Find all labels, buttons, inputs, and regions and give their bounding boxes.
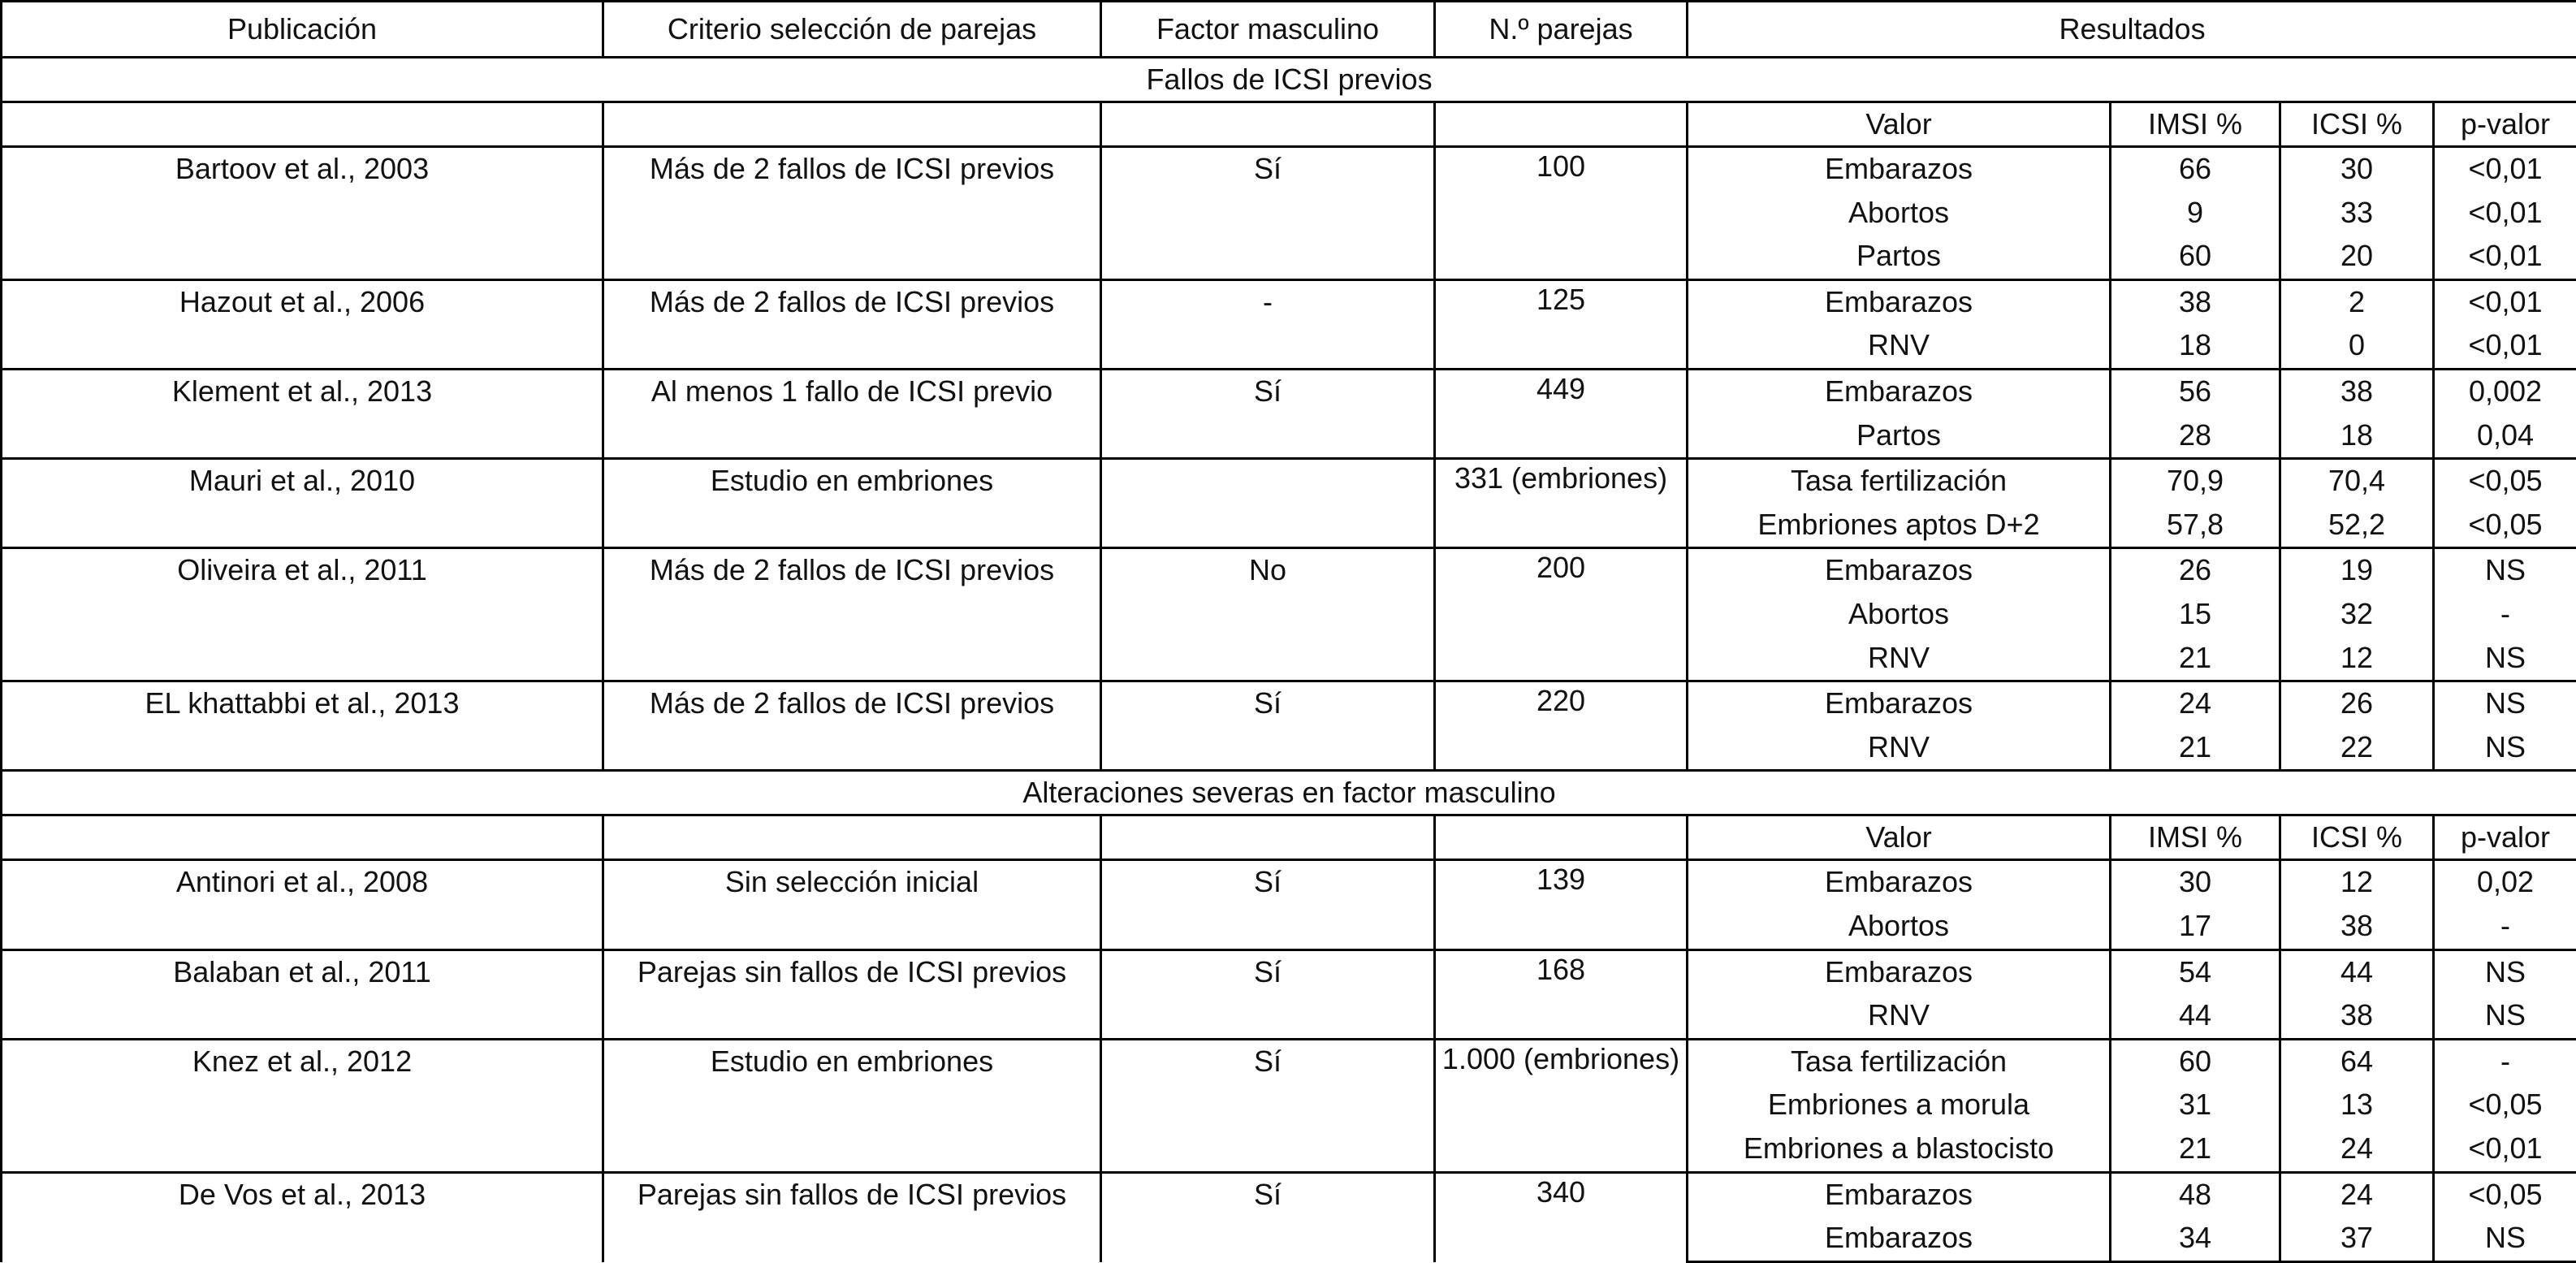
valor-cell: Abortos — [1688, 192, 2111, 236]
imsi-cell: 34 — [2111, 1217, 2280, 1261]
icsi-cell: 22 — [2280, 726, 2434, 771]
imsi-cell: 21 — [2111, 637, 2280, 681]
imsi-cell: 15 — [2111, 593, 2280, 637]
p-valor-cell: <0,05 — [2434, 1172, 2576, 1217]
header-criterio: Criterio selección de parejas — [603, 2, 1101, 58]
empty-cell — [1435, 102, 1688, 147]
valor-cell: Embriones aptos D+2 — [1688, 504, 2111, 548]
icsi-cell: 12 — [2280, 860, 2434, 905]
imsi-cell: 9 — [2111, 192, 2280, 236]
table-row — [2, 860, 2576, 905]
imsi-cell: 24 — [2111, 681, 2280, 726]
valor-cell: RNV — [1688, 637, 2111, 681]
n-parejas-cell: 331 (embriones) — [1435, 459, 1688, 548]
valor-cell: RNV — [1688, 726, 2111, 771]
imsi-cell: 18 — [2111, 324, 2280, 369]
imsi-cell: 60 — [2111, 1039, 2280, 1083]
imsi-cell: 30 — [2111, 860, 2280, 905]
p-valor-cell: NS — [2434, 637, 2576, 681]
icsi-cell: 38 — [2280, 905, 2434, 949]
factor-masculino-cell — [1101, 459, 1435, 548]
section-title: Alteraciones severas en factor masculino — [2, 771, 2576, 815]
factor-masculino-cell: Sí — [1101, 681, 1435, 771]
publication-cell: Antinori et al., 2008 — [2, 860, 603, 949]
valor-cell: Embriones a blastocisto — [1688, 1127, 2111, 1172]
icsi-cell: 24 — [2280, 1172, 2434, 1217]
criterio-cell: Más de 2 fallos de ICSI previos — [603, 147, 1101, 280]
table-row — [2, 548, 2576, 593]
subheader-icsi: ICSI % — [2280, 102, 2434, 147]
subheader-imsi: IMSI % — [2111, 815, 2280, 860]
publication-cell: Mauri et al., 2010 — [2, 459, 603, 548]
table-row — [2, 949, 2576, 994]
empty-cell — [603, 815, 1101, 860]
p-valor-cell: <0,05 — [2434, 459, 2576, 504]
criterio-cell: Más de 2 fallos de ICSI previos — [603, 279, 1101, 369]
valor-cell: Abortos — [1688, 905, 2111, 949]
valor-cell: Embriones a morula — [1688, 1083, 2111, 1127]
imsi-cell: 38 — [2111, 279, 2280, 324]
table-row — [2, 459, 2576, 504]
imsi-cell: 26 — [2111, 548, 2280, 593]
table-row — [2, 370, 2576, 414]
p-valor-cell: NS — [2434, 1217, 2576, 1261]
p-valor-cell: <0,01 — [2434, 147, 2576, 192]
valor-cell: Embarazos — [1688, 949, 2111, 994]
p-valor-cell: 0,04 — [2434, 414, 2576, 459]
factor-masculino-cell: Sí — [1101, 949, 1435, 1039]
section-title: Fallos de ICSI previos — [2, 58, 2576, 102]
icsi-cell: 37 — [2280, 1217, 2434, 1261]
n-parejas-cell: 100 — [1435, 147, 1688, 280]
empty-cell — [2, 102, 603, 147]
subheader-p-valor: p-valor — [2434, 815, 2576, 860]
icsi-cell: 26 — [2280, 681, 2434, 726]
icsi-cell: 2 — [2280, 279, 2434, 324]
criterio-cell: Estudio en embriones — [603, 1039, 1101, 1172]
p-valor-cell: <0,01 — [2434, 279, 2576, 324]
p-valor-cell: 0,02 — [2434, 860, 2576, 905]
table-row — [2, 279, 2576, 324]
valor-cell: Embarazos — [1688, 1172, 2111, 1217]
p-valor-cell: NS — [2434, 548, 2576, 593]
empty-cell — [1101, 815, 1435, 860]
icsi-cell: 20 — [2280, 235, 2434, 279]
imsi-cell: 57,8 — [2111, 504, 2280, 548]
icsi-cell: 30 — [2280, 147, 2434, 192]
subheader-imsi: IMSI % — [2111, 102, 2280, 147]
empty-cell — [1101, 102, 1435, 147]
publication-cell: Balaban et al., 2011 — [2, 949, 603, 1039]
valor-cell: Embarazos — [1688, 860, 2111, 905]
criterio-cell: Parejas sin fallos de ICSI previos — [603, 949, 1101, 1039]
icsi-cell: 70,4 — [2280, 459, 2434, 504]
p-valor-cell: <0,05 — [2434, 504, 2576, 548]
icsi-cell: 44 — [2280, 949, 2434, 994]
valor-cell: Embarazos — [1688, 147, 2111, 192]
imsi-cell: 48 — [2111, 1172, 2280, 1217]
factor-masculino-cell: Sí — [1101, 370, 1435, 459]
publication-cell: Oliveira et al., 2011 — [2, 548, 603, 681]
icsi-cell: 38 — [2280, 370, 2434, 414]
n-parejas-cell: 139 — [1435, 860, 1688, 949]
header-n-parejas: N.º parejas — [1435, 2, 1688, 58]
n-parejas-cell: 449 — [1435, 370, 1688, 459]
criterio-cell: Parejas sin fallos de ICSI previos — [603, 1172, 1101, 1261]
header-row — [2, 2, 2576, 58]
publication-cell: Hazout et al., 2006 — [2, 279, 603, 369]
criterio-cell: Estudio en embriones — [603, 459, 1101, 548]
p-valor-cell: <0,05 — [2434, 1083, 2576, 1127]
n-parejas-cell: 168 — [1435, 949, 1688, 1039]
valor-cell: Embarazos — [1688, 1217, 2111, 1261]
p-valor-cell: - — [2434, 1039, 2576, 1083]
table-row — [2, 1172, 2576, 1217]
valor-cell: Abortos — [1688, 593, 2111, 637]
p-valor-cell: - — [2434, 593, 2576, 637]
imsi-cell: 56 — [2111, 370, 2280, 414]
imsi-cell: 28 — [2111, 414, 2280, 459]
table-row — [2, 147, 2576, 192]
icsi-cell: 32 — [2280, 593, 2434, 637]
imsi-cell: 31 — [2111, 1083, 2280, 1127]
imsi-cell: 66 — [2111, 147, 2280, 192]
criterio-cell: Al menos 1 fallo de ICSI previo — [603, 370, 1101, 459]
valor-cell: Embarazos — [1688, 370, 2111, 414]
n-parejas-cell: 340 — [1435, 1172, 1688, 1261]
factor-masculino-cell: Sí — [1101, 1172, 1435, 1261]
icsi-cell: 13 — [2280, 1083, 2434, 1127]
empty-cell — [1435, 815, 1688, 860]
icsi-cell: 18 — [2280, 414, 2434, 459]
icsi-cell: 24 — [2280, 1127, 2434, 1172]
subheader-valor: Valor — [1688, 102, 2111, 147]
p-valor-cell: <0,01 — [2434, 324, 2576, 369]
results-subheader-row — [2, 102, 2576, 147]
imsi-cell: 54 — [2111, 949, 2280, 994]
n-parejas-cell: 125 — [1435, 279, 1688, 369]
valor-cell: RNV — [1688, 324, 2111, 369]
results-subheader-row — [2, 815, 2576, 860]
valor-cell: Tasa fertilización — [1688, 1039, 2111, 1083]
factor-masculino-cell: Sí — [1101, 147, 1435, 280]
n-parejas-cell: 220 — [1435, 681, 1688, 771]
icsi-cell: 38 — [2280, 994, 2434, 1039]
publication-cell: Klement et al., 2013 — [2, 370, 603, 459]
icsi-cell: 19 — [2280, 548, 2434, 593]
valor-cell: Partos — [1688, 414, 2111, 459]
table-row — [2, 681, 2576, 726]
n-parejas-cell: 1.000 (embriones) — [1435, 1039, 1688, 1172]
factor-masculino-cell: Sí — [1101, 1039, 1435, 1172]
valor-cell: Partos — [1688, 235, 2111, 279]
p-valor-cell: 0,002 — [2434, 370, 2576, 414]
valor-cell: Embarazos — [1688, 548, 2111, 593]
icsi-cell: 0 — [2280, 324, 2434, 369]
icsi-cell: 52,2 — [2280, 504, 2434, 548]
p-valor-cell: NS — [2434, 994, 2576, 1039]
p-valor-cell: <0,01 — [2434, 192, 2576, 236]
valor-cell: RNV — [1688, 994, 2111, 1039]
imsi-cell: 44 — [2111, 994, 2280, 1039]
publication-cell: Bartoov et al., 2003 — [2, 147, 603, 280]
p-valor-cell: NS — [2434, 726, 2576, 771]
p-valor-cell: <0,01 — [2434, 235, 2576, 279]
p-valor-cell: <0,01 — [2434, 1127, 2576, 1172]
imsi-cell: 70,9 — [2111, 459, 2280, 504]
factor-masculino-cell: Sí — [1101, 860, 1435, 949]
empty-cell — [603, 102, 1101, 147]
empty-cell — [2, 815, 603, 860]
p-valor-cell: NS — [2434, 681, 2576, 726]
imsi-cell: 21 — [2111, 1127, 2280, 1172]
icsi-cell: 12 — [2280, 637, 2434, 681]
table-row — [2, 1039, 2576, 1083]
publication-cell: Knez et al., 2012 — [2, 1039, 603, 1172]
factor-masculino-cell: No — [1101, 548, 1435, 681]
section-title-row — [2, 58, 2576, 102]
criterio-cell: Más de 2 fallos de ICSI previos — [603, 548, 1101, 681]
p-valor-cell: - — [2434, 905, 2576, 949]
publication-cell: EL khattabbi et al., 2013 — [2, 681, 603, 771]
factor-masculino-cell: - — [1101, 279, 1435, 369]
icsi-cell: 64 — [2280, 1039, 2434, 1083]
criterio-cell: Más de 2 fallos de ICSI previos — [603, 681, 1101, 771]
section-title-row — [2, 771, 2576, 815]
p-valor-cell: NS — [2434, 949, 2576, 994]
valor-cell: Tasa fertilización — [1688, 459, 2111, 504]
header-resultados: Resultados — [1688, 2, 2576, 58]
subheader-icsi: ICSI % — [2280, 815, 2434, 860]
imsi-cell: 21 — [2111, 726, 2280, 771]
header-factor-masculino: Factor masculino — [1101, 2, 1435, 58]
criterio-cell: Sin selección inicial — [603, 860, 1101, 949]
icsi-cell: 33 — [2280, 192, 2434, 236]
n-parejas-cell: 200 — [1435, 548, 1688, 681]
subheader-p-valor: p-valor — [2434, 102, 2576, 147]
valor-cell: Embarazos — [1688, 681, 2111, 726]
subheader-valor: Valor — [1688, 815, 2111, 860]
valor-cell: Embarazos — [1688, 279, 2111, 324]
publication-cell: De Vos et al., 2013 — [2, 1172, 603, 1261]
imsi-cell: 60 — [2111, 235, 2280, 279]
imsi-cell: 17 — [2111, 905, 2280, 949]
header-publicacion: Publicación — [2, 2, 603, 58]
